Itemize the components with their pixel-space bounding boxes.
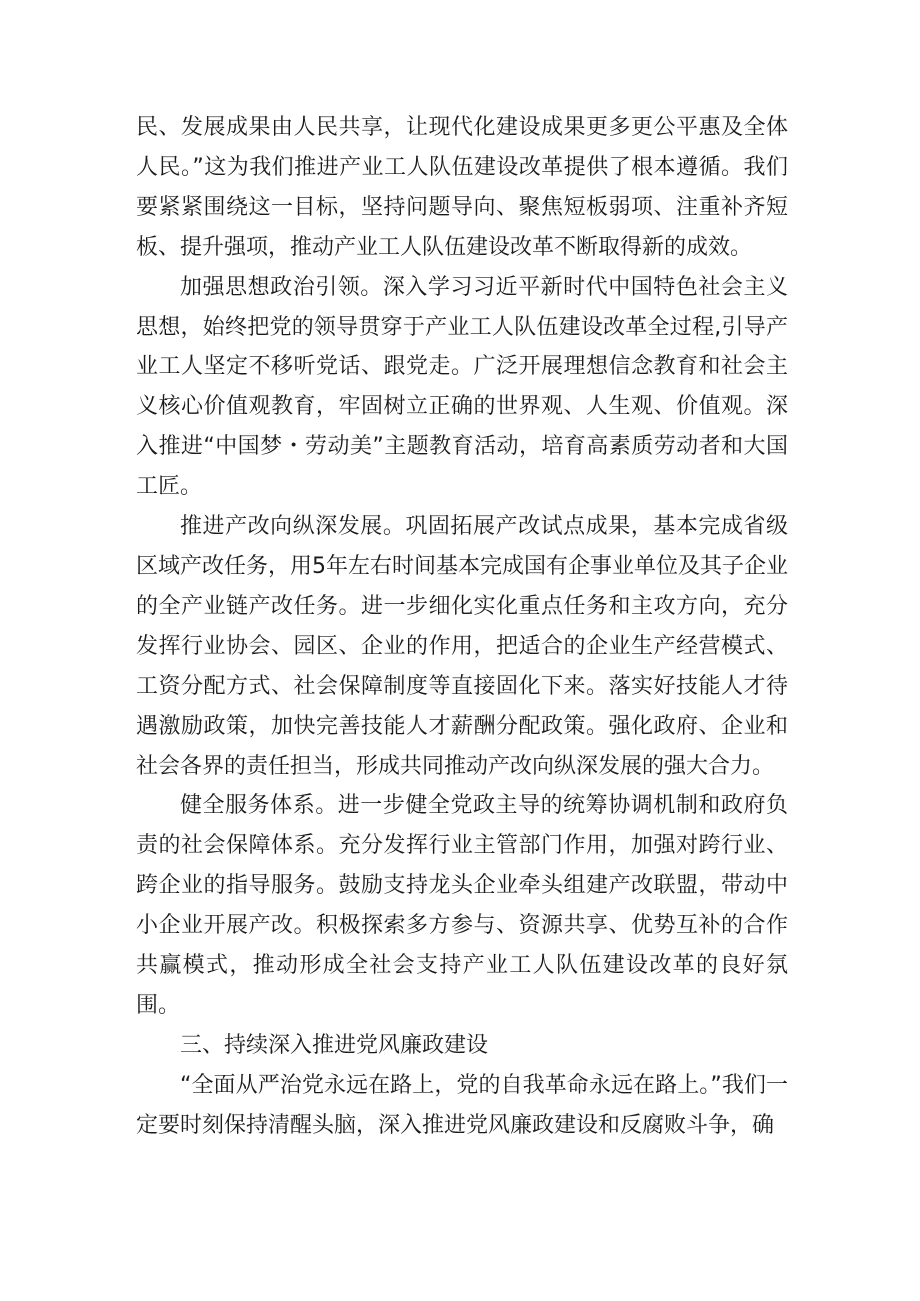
document-body bbox=[136, 108, 788, 1146]
paragraph-service-system: 健全服务体系。进一步健全党政主导的统筹协调机制和政府负责的社会保障体系。充分发挥行业主管部门作用，加强对跨行业、跨企业的指导服务。鼓励支持龙头企业牵头组建产改联盟，带动中小企业开展产改。积极探索多方参与、资源共享、优势互补的合作共赢模式，推动形成全社会支持产业工人队伍建设改革的良好氛围。 bbox=[136, 793, 788, 1018]
paragraph-ideological-guidance: 加强思想政治引领。深入学习习近平新时代中国特色社会主义思想，始终把党的领导贯穿于产业工人队伍建设改革全过程,引导产业工人坚定不移听党话、跟党走。广泛开展理想信念教育和社会主义核心价值观教育，牢固树立正确的世界观、人生观、价值观。深入推进“中国梦・劳动美”主题教育活动，培育高素质劳动者和大国工匠。 bbox=[136, 274, 788, 500]
section-heading: 三、持续深入推进党风廉政建设 bbox=[180, 1032, 489, 1058]
paragraph-party-building: “全面从严治党永远在路上，党的自我革命永远在路上。”我们一定要时刻保持清醒头脑，深入推进党风廉政建设和反腐败斗争，确 bbox=[136, 1072, 788, 1138]
paragraph-continuation: 民、发展成果由人民共享，让现代化建设成果更多更公平惠及全体人民。”这为我们推进产业工人队伍建设改革提供了根本遵循。我们要紧紧围绕这一目标，坚持问题导向、聚焦短板弱项、注重补齐短板、提升强项，推动产业工人队伍建设改革不断取得新的成效。 bbox=[136, 115, 788, 260]
paragraph-reform-deepening: 推进产改向纵深发展。巩固拓展产改试点成果，基本完成省级区域产改任务，用5年左右时间基本完成国有企事业单位及其子企业的全产业链产改任务。进一步细化实化重点任务和主攻方向，充分发挥行业协会、园区、企业的作用，把适合的企业生产经营模式、工资分配方式、社会保障制度等直接固化下来。落实好技能人才待遇激励政策，加快完善技能人才薪酬分配政策。强化政府、企业和社会各界的责任担当，形成共同推动产改向纵深发展的强大合力。 bbox=[136, 514, 788, 779]
